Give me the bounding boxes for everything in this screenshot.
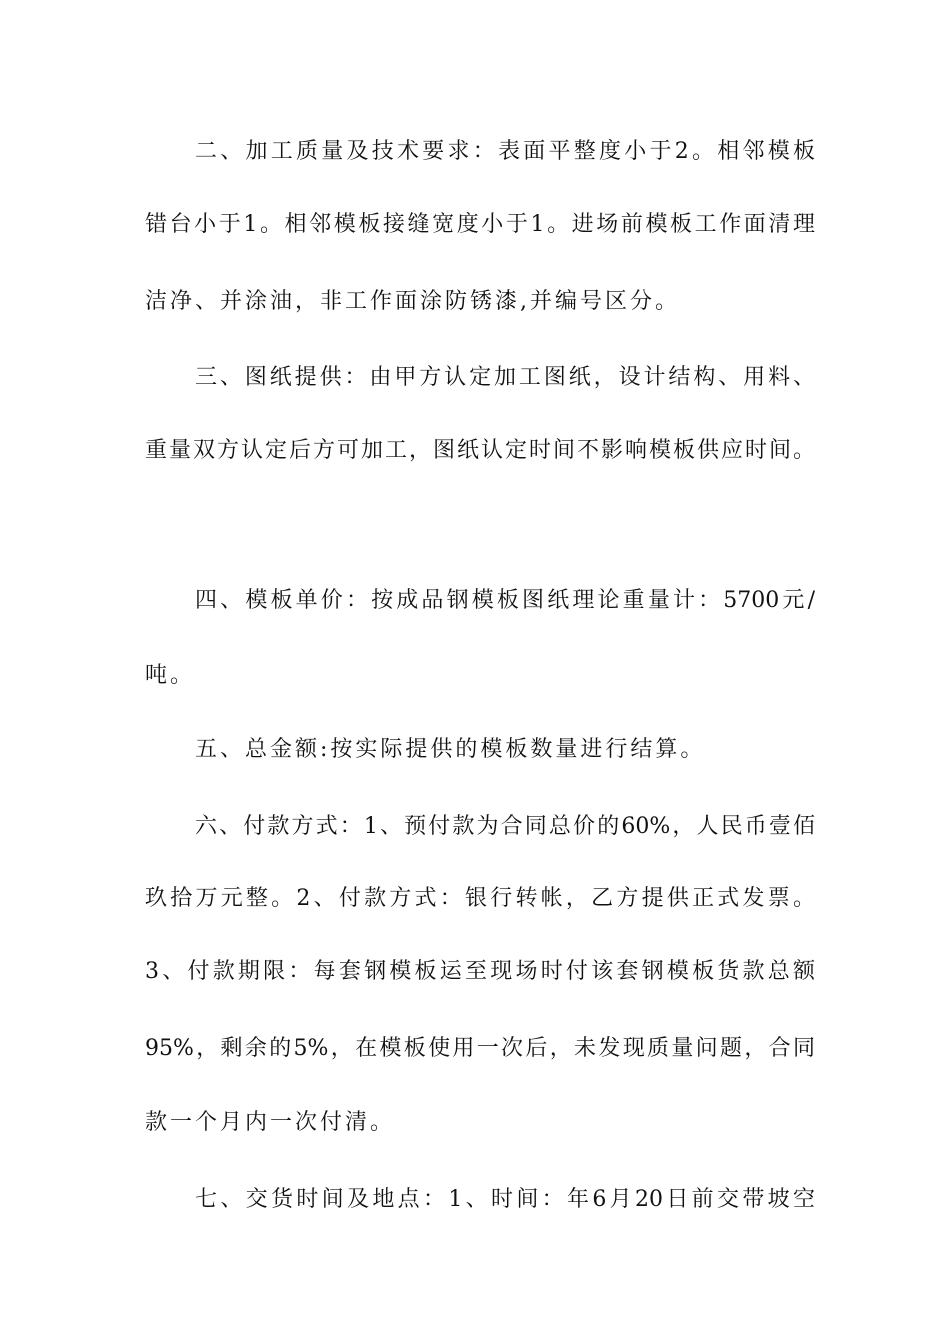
paragraph-6-line-5: 款一个月内一次付清。 bbox=[145, 1110, 396, 1135]
paragraph-3-line-2: 重量双方认定后方可加工，图纸认定时间不影响模板供应时间。 bbox=[145, 438, 815, 463]
paragraph-2-line-2: 错台小于1。相邻模板接缝宽度小于1。进场前模板工作面清理 bbox=[145, 212, 815, 237]
paragraph-4-line-2: 吨。 bbox=[145, 663, 196, 688]
paragraph-6-line-3: 3、付款期限：每套钢模板运至现场时付该套钢模板货款总额 bbox=[145, 959, 815, 984]
paragraph-2-line-3: 洁净、并涂油，非工作面涂防锈漆,并编号区分。 bbox=[145, 289, 680, 314]
paragraph-6-line-4: 95%，剩余的5%，在模板使用一次后，未发现质量问题，合同 bbox=[145, 1036, 815, 1061]
paragraph-7-line-1: 七、交货时间及地点：1、时间：年6月20日前交带坡空 bbox=[195, 1187, 815, 1212]
paragraph-3-line-1: 三、图纸提供：由甲方认定加工图纸，设计结构、用料、 bbox=[195, 365, 815, 390]
paragraph-2-line-1: 二、加工质量及技术要求：表面平整度小于2。相邻模板 bbox=[195, 139, 815, 164]
paragraph-6-line-2: 玖拾万元整。2、付款方式：银行转帐，乙方提供正式发票。 bbox=[145, 886, 815, 911]
paragraph-4-line-1: 四、模板单价：按成品钢模板图纸理论重量计：5700元/ bbox=[195, 588, 815, 613]
paragraph-6-line-1: 六、付款方式：1、预付款为合同总价的60%，人民币壹佰 bbox=[195, 814, 815, 839]
paragraph-5-line-1: 五、总金额:按实际提供的模板数量进行结算。 bbox=[195, 737, 706, 762]
